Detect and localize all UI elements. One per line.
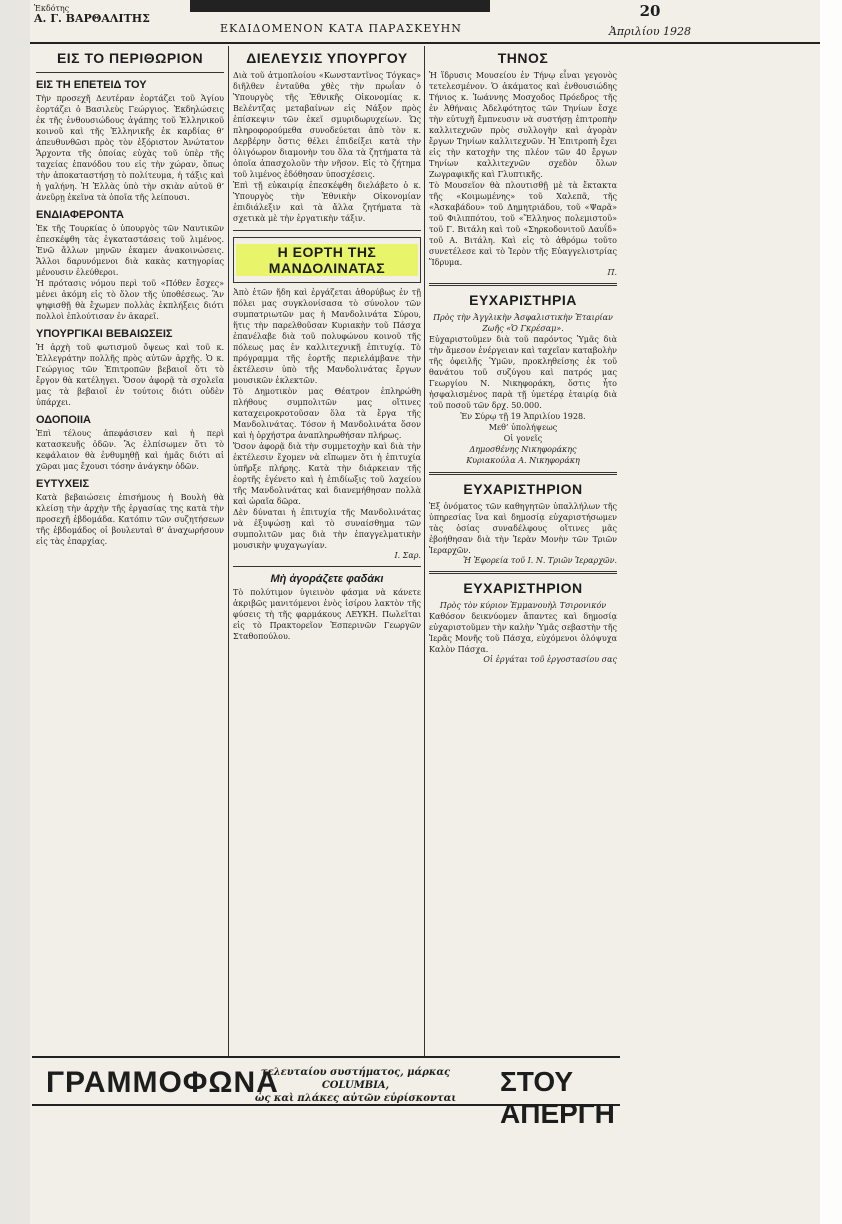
ad-middle-text <box>228 1066 483 1105</box>
notice-subtitle: Πρὸς τὸν κύριον Ἐμμανουὴλ Τσιρονικόν <box>439 601 607 610</box>
article-body: Τὸ Δημοτικὸν μας Θέατρον ἐπληρώθη πλήθους συμπολιτῶν μας οἵτινες καταχειροκροτοῦσαν ὅλα τὰ ἔργα τῆς Μανδολινάτας. Τόσον ἡ Μανδολινάτα ὅσον καὶ ἡ ὀρχήστρα ἀναπληρωθήσαν πλήρως. <box>233 387 421 440</box>
article-body: Ἡ ἵδρυσις Μουσείου ἐν Τήνῳ εἶναι γεγονὸς τετελεσμένον. Ὁ ἀκάματος καὶ ἐνθουσιώδης Τήνιος κ. Ἰωάννης Μοσχοδος Πρόεδρος τῆς ἐν Ἀθήναις Ἀδελφότητος τῶν Τηνίων ἔσχε τὴν εὐτυχῆ ἔμπνευσιν νὰ συστήσῃ ἐπιτροπὴν καλλιτεχνῶν πρὸς συλλογὴν καὶ ἀγορὰν ἔργων Τηνίων καλλιτεχνῶν. Ἡ Ἐπιτροπὴ ἔχει εἰς τὴν κατοχὴν της πλέον τῶν 40 ἔργων Τηνίων καλλιτεχνῶν σχεδὸν ὅλων Ζωγραφικῆς καὶ Γλυπτικῆς. <box>429 71 617 179</box>
section-title: ΕΙΣ ΤΟ ΠΕΡΙΘΩΡΙΟΝ <box>56 50 204 66</box>
article-title: ΕΥΤΥΧΕΙΣ <box>36 478 90 490</box>
column-1 <box>32 46 228 1056</box>
article-body: Τὸ πολύτιμον ὑγιεινὸν φάσμα νὰ κάνετε ἀκριβῶς μανιτόμενοι ἐνὸς ἰσίρου λακτὸν τῆς φύσεις τὴ τῆς φαρμάκους ΛΕΥΚΗ. Πωλεῖται εἰς τὸ Πρακτορεῖον Ἑσπερινῶν Γεωργῶν Σταθοπούλου. <box>233 588 421 641</box>
article-body: Ἡ ἀρχὴ τοῦ φωτισμοῦ ὄψεως καὶ τοῦ κ. Ἐλλεγράτην πολλῆς πρὸς αὐτῶν ἀρχῆς. Ὁ κ. Γεώργιος τῶν Ἐπιτροπῶν βεβαιοῖ ὅτι τὸ ἔργον θὰ κατέληγει. Ὅσον ἀφορᾷ τὰ σχολεῖα μας τὰ βεβαιοῖ ἐν τούτοις διότι οὐδὲν ὑπάρχει. <box>36 343 224 407</box>
notice-signature: Οἱ ἐργάται τοῦ ἐργοστασίου σας <box>483 655 617 664</box>
notice-subtitle: Πρὸς τὴν Ἀγγλικὴν Ἀσφαλιστικὴν Ἑταιρίαν Ζωῆς «Ὁ Γκρέσαμ». <box>433 313 613 333</box>
article-signature: Π. <box>607 268 617 277</box>
article-title: ΕΝΔΙΑΦΕΡΟΝΤΑ <box>36 209 124 221</box>
article-title: ΔΙΕΛΕΥΣΙΣ ΥΠΟΥΡΓΟΥ <box>246 50 408 66</box>
notice-title: ΕΥΧΑΡΙΣΤΗΡΙΑ <box>469 292 577 308</box>
article-title-highlighted: Η ΕΟΡΤΗ ΤΗΣ ΜΑΝΔΟΛΙΝΑΤΑΣ <box>236 244 418 276</box>
article-body: Ἡ πρότασις νόμου περὶ τοῦ «Πόθεν ἔσχες» μένει ἀκόμη εἰς τὸ ὅλον τῆς ὑποθέσεως. Ἂν ψηφισθῇ θὰ ἔχωμεν πολλὰς ἐκπλήξεις διότι πολλοὶ ἐπλούτισαν ἐν ἀκαρεῖ. <box>36 279 224 321</box>
article-body: Δὲν δύναται ἡ ἐπιτυχία τῆς Μανδολινάτας νὰ ἐξυψώσῃ καὶ τὸ συναίσθημα τῶν συμπολιτῶν μας διὰ τὴν ἐπαγγελματικὴν μουσικὴν ψυχαγωγίαν. <box>233 508 421 550</box>
issue-month: Ἀπριλίου 1928 <box>608 25 692 38</box>
masthead <box>30 0 820 44</box>
article-body: Ἐκ τῆς Τουρκίας ὁ ὑπουργὸς τῶν Ναυτικῶν ἐπεσκέφθη τὰς ἐγκαταστάσεις τοῦ λιμένος. Ἐνῶ ἄλλων μηνῶν ἐκαμεν ἀνακοινώσεις. Ἄλλοι δαρυνόμενοι διὰ κακὰς κατηγορίας μένουσιν ἐλεύθεροι. <box>36 224 224 277</box>
notice-closing: Μεθ’ ὑπολήψεως <box>488 423 558 432</box>
article-body: Τὴν προσεχῆ Δευτέραν ἑορτάζει τοῦ Ἁγίου ἑορτάζει ὁ Βασιλεὺς Γεώργιος. Ἐκδηλώσεις ἐκ τῆς ἐνθουσιώδους ἀγάπης τοῦ Ἑλληνικοῦ κοινοῦ καὶ τῆς Ἑλληνικῆς ἐκ καρδίας θ’ ἀπευθυνθῶσι πρὸς τὸν ἐξόριστον Ἀνώτατον Ἄρχοντα τῆς ὁποίας εὐχὰς τοῦ ὑπὲρ τῆς ταχείας ἐπανόδου του εἰς τὴν χώραν, ὅπως τὴν ἀποκαταστήσῃ τὸ πολίτευμα, ἡ τάξις καὶ ἡ γαλήνη. Ἡ Ἑλλὰς ὑπὸ τὴν σκιὰν αὐτοῦ θ’ ἀνεῦρῃ ἐκεῖνα τὰ ὁποῖα τῆς λείπουσι. <box>36 94 224 202</box>
ad-middle-line: τελευταίου συστήματος, μάρκας COLUMBIA, <box>260 1067 451 1091</box>
article-body: Διὰ τοῦ ἀτμοπλοίου «Κωνσταντῖνος Τόγκας» διῆλθεν ἐνταῦθα χθὲς τὴν πρωΐαν ὁ Ὑπουργὸς τῆς Ἐθνικῆς Οἰκονομίας κ. Βελέντζας μεταβαίνων εἰς Νάξον πρὸς ἐπίσκεψιν τῶν ἐκεῖ σμυριδωρυχείων. Ὡς πληροφορούμεθα συνοδεύεται ἀπὸ τὸν κ. Δερβέρην ὅστις θέλει ἐπιδείξει κατὰ τὴν ὀλιγόωρον διαμονὴν του ὅλα τὰ ζητήματα τὰ ὁποῖα ἀπασχολοῦν τὴν νῆσον. Εἰς τὸ ζήτημα τοῦ λιμένος ἐδόθησαν ὑποσχέσεις. <box>233 71 421 179</box>
article-body: Κατὰ βεβαιώσεις ἐπισήμους ἡ Βουλὴ θὰ κλείσῃ τὴν ἀρχὴν τῆς ἐργασίας της κατὰ τὴν προσεχῆ ἑβδομάδα. Κατόπιν τῶν συζητήσεων τῆς ἑβδομάδος οἱ βουλευταὶ θ’ ἀναχωρήσουν εἰς τὰς ἐπαρχίας. <box>36 493 224 546</box>
gramophone-advertisement <box>32 1056 620 1129</box>
article-body: Ἀπὸ ἐτῶν ἤδη καὶ ἐργάζεται ἀθορύβως ἐν τῇ πόλει μας συγκλονίσασα τὸ σύνολον τῶν συμπατριωτῶν μας ἡ Μανδολινάτα Σύρου, ἥτις τὴν παρελθοῦσαν Κυριακὴν τοῦ Πάσχα ἐπανέλαβε διὰ τοῦ πολυφώνου κοινοῦ τῆς πόλεως μας ἐν καλλιτεχνικῇ ἐπιτυχίᾳ. Τὸ πρόγραμμα τῆς ἑορτῆς περιελάμβανε τὴν ἐκτέλεσιν ὑπὸ τῆς Μανδολινάτας ἔργων μουσικῶν ἐκλεκτῶν. <box>233 288 421 385</box>
article-title: ΕΙΣ ΤΗ ΕΠΕΤΕΙΔ ΤΟΥ <box>36 79 147 91</box>
notice-signature: Ἡ Ἐφορεία τοῦ Ι. Ν. Τριῶν Ἱεραρχῶν. <box>463 556 617 565</box>
publisher-block <box>34 4 154 24</box>
article-signature: Ι. Σαρ. <box>394 551 421 560</box>
article-body: Ἐπὶ τῇ εὐκαιρίᾳ ἐπεσκέφθη διελάβετο ὁ κ. Ὑπουργὸς τὴν Ἐθνικὴν Οἰκονομίαν ἐπιδιάλεξιν καὶ τὰ ἄλλα ζητήματα τὰ σχετικὰ μὲ τὴν ἐργατικὴν τάξιν. <box>233 181 421 223</box>
issue-date <box>590 2 710 39</box>
publisher-name: Α. Γ. ΒΑΡΘΑΛΙΤΗΣ <box>34 12 150 25</box>
notice-signers-label: Οἱ γονεῖς <box>503 434 543 443</box>
masthead-subtitle: ΕΚΔΙΔΟΜΕΝΟΝ ΚΑΤΑ ΠΑΡΑΣΚΕΥΗΝ <box>220 22 462 35</box>
blank-margin <box>620 42 820 1224</box>
article-title: Μὴ ἀγοράζετε φαδάκι <box>270 573 384 585</box>
headline-box <box>233 237 421 283</box>
notice-body: Καθόσον δεικνύομεν ἄπαντες καὶ δημοσίᾳ εὐχαριστοῦμεν τὴν καλὴν Ὑμᾶς σεβαστὴν τῆς Ἱερᾶς Μονῆς τοῦ Πάσχα, εὐχόμενοι ὁλόψυχα Καλὸν Πάσχα. <box>429 612 617 654</box>
page-binding <box>0 0 30 1224</box>
publisher-label: Ἐκδότης <box>34 4 70 13</box>
masthead-title-fragment <box>190 0 490 12</box>
article-body: Ὅσον ἀφορᾷ διὰ τὴν συμμετοχὴν καὶ διὰ τὴν ἐκτέλεσιν ἔχομεν νὰ εἴπωμεν ὅτι ἡ ἐπιτυχία ὑπῆρξε πλήρης. Κατὰ τὴν διάρκειαν τῆς ἑορτῆς ἐγένετο καὶ ἡ ἐπιδίωξις τοῦ λαχείου τῆς Μανδολινάτας καὶ διανεμήθησαν πολλὰ καὶ ὡραῖα δῶρα. <box>233 442 421 506</box>
notice-signer: Κυριακούλα Α. Νικηφοράκη <box>466 456 580 465</box>
notice-title: ΕΥΧΑΡΙΣΤΗΡΙΟΝ <box>463 580 583 596</box>
notice-date: Ἐν Σύρῳ τῇ 19 Ἀπριλίου 1928. <box>460 412 586 421</box>
column-3 <box>424 46 621 1056</box>
ad-headline-right: ΣΤΟΥ ΑΠΕΡΓΗ <box>500 1066 615 1129</box>
ad-headline-left: ΓΡΑΜΜΟΦΩΝΑ <box>46 1066 279 1099</box>
issue-day: 20 <box>639 2 661 20</box>
column-2 <box>228 46 425 1056</box>
article-body: Τὸ Μουσεῖον θὰ πλουτισθῇ μὲ τὰ ἔκτακτα τῆς «Κοιμωμένης» τοῦ Χαλεπᾶ, τῆς «Ἀσκαβάδου» τοῦ Δημητριάδου, τοῦ «Ψαρᾶ» τοῦ Φιλιππότου, τοῦ «Ἕλληνος πολεμιστοῦ» τοῦ Γ. Βιτάλη καὶ τοῦ «Σηρκοδονιτοῦ Δαυΐδ» τοῦ Α. Βιτάλη. Καὶ εἰς τὸ ἀθρόμω τοῦτο συνετέλεσε καὶ τὸ Ἱερὸν τῆς Εὐαγγελιστρίας Ἵδρυμα. <box>429 181 617 267</box>
article-title: ΥΠΟΥΡΓΙΚΑΙ ΒΕΒΑΙΩΣΕΙΣ <box>36 328 173 340</box>
article-body: Ἐπὶ τέλους ἀπεφάσισεν καὶ ἡ περὶ κατασκευῆς ὁδῶν. Ἂς ἐλπίσωμεν ὅτι τὸ κεφάλαιον θὰ ἐνθυμηθῇ καὶ ἡμᾶς διότι αἱ χῶραι μας ἔχουσι τόσην ἀνάγκην ὁδῶν. <box>36 429 224 471</box>
ad-middle-line: ὡς καὶ πλάκες αὐτῶν εὑρίσκονται <box>254 1093 457 1104</box>
article-title: ΟΔΟΠΟΙΙΑ <box>36 414 91 426</box>
notice-body: Ἐξ ὀνόματος τῶν καθηγητῶν ὑπαλλήλων τῆς ὑπηρεσίας ἵνα καὶ δημοσίᾳ εὐχαριστήσωμεν τὰς ὁσίας συναδέλφους οἵτινες μᾶς ἐβοήθησαν διὰ τὴν Ἱερὰν Μονὴν τῶν Τριῶν Ἱεραρχῶν. <box>429 502 617 555</box>
article-title: ΤΗΝΟΣ <box>497 50 549 66</box>
notice-signer: Δημοσθένης Νικηφοράκης <box>469 445 577 454</box>
notice-title: ΕΥΧΑΡΙΣΤΗΡΙΟΝ <box>463 481 583 497</box>
notice-body: Εὐχαριστοῦμεν διὰ τοῦ παρόντος Ὑμᾶς διὰ τὴν ἄμεσον ἐνέργειαν καὶ ταχεῖαν καταβολὴν τῆς ὀφειλῆς Ὑμῶν, προκληθείσης ἐκ τοῦ θανάτου τοῦ συζύγου καὶ πατρός μας Γεωργίου Ν. Νικηφοράκη, ὅστις ἦτο ἠσφαλισμένος παρὰ τῇ ὑμετέρᾳ ἑταιρίᾳ διὰ τοῦ ποσοῦ τῶν δρχ. 50.000. <box>429 335 617 410</box>
